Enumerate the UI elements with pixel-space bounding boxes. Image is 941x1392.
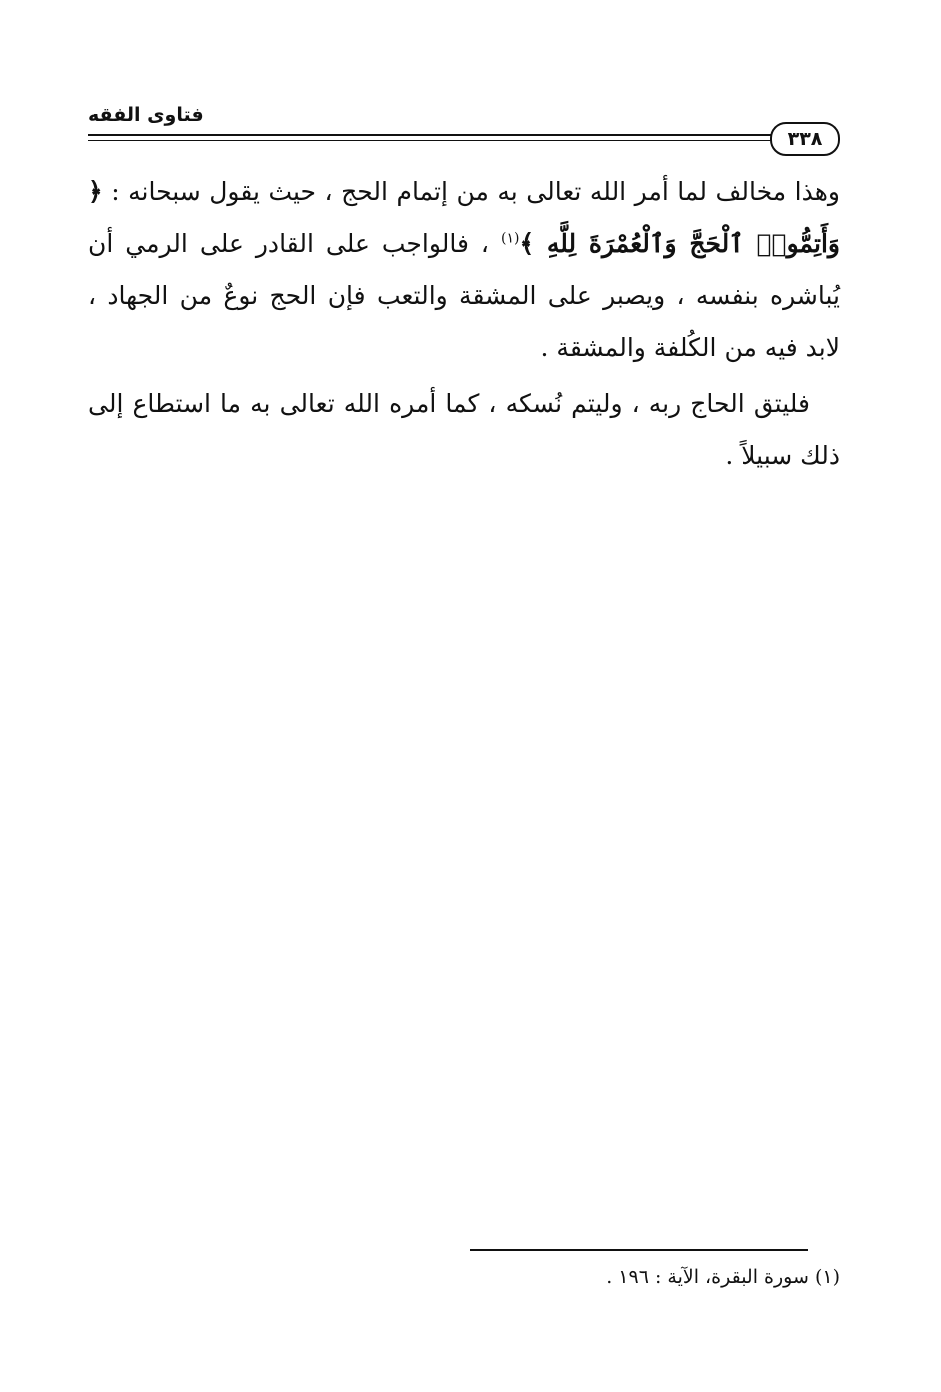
- paragraph-text: وهذا مخالف لما أمر الله تعالى به من إتمام الحج ، حيث يقول سبحانه :: [111, 177, 840, 206]
- running-header: [88, 100, 840, 150]
- paragraph-text: ، فالواجب على القادر على الرمي أن يُباشره بنفسه ، ويصبر على المشقة والتعب فإن الحج نوعٌ من الجهاد ، لابد فيه من الكُلفة والمشقة .: [88, 229, 840, 362]
- footnote-marker: (١): [500, 230, 520, 247]
- footnote-separator: [470, 1249, 808, 1251]
- header-rule-thin: [88, 140, 776, 141]
- main-text: [88, 166, 840, 482]
- page-number: ٣٣٨: [770, 122, 840, 156]
- paragraph: فليتق الحاج ربه ، وليتم نُسكه ، كما أمره الله تعالى به ما استطاع إلى ذلك سبيلاً .: [88, 389, 840, 470]
- paragraph: [88, 166, 840, 374]
- header-rule: [88, 134, 776, 136]
- footnote: (١) سورة البقرة، الآية : ١٩٦ .: [606, 1266, 840, 1288]
- book-title: فتاوى الفقه: [88, 104, 204, 126]
- quran-verse: ﴿ وَأَتِمُّوا۟ ٱلْحَجَّ وَٱلْعُمْرَةَ لِلَّهِ ﴾: [88, 177, 840, 258]
